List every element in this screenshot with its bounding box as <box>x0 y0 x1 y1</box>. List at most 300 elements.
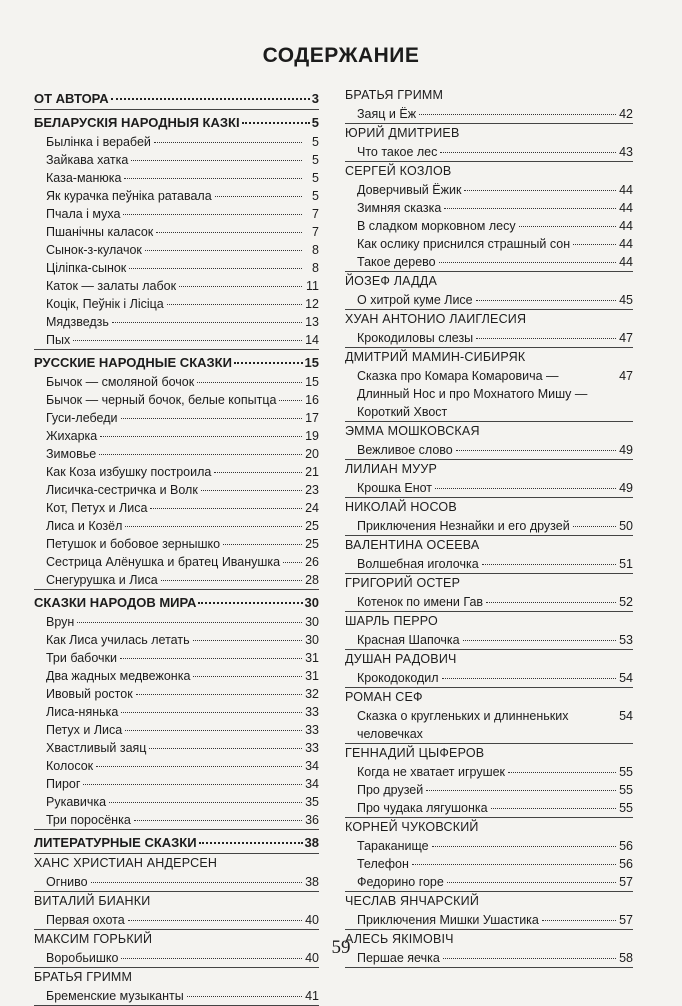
entry-page: 57 <box>619 875 633 889</box>
entry-page: 14 <box>305 333 319 347</box>
entry-title: Ціліпка-сынок <box>46 261 127 275</box>
leader-dots <box>444 208 616 209</box>
entry-title: Заяц и Ёж <box>357 107 417 121</box>
entry-title-line: Сказка о кругленьких и длинненьких <box>357 709 569 723</box>
entry-title: Пирог <box>46 777 81 791</box>
toc-entry[interactable] <box>357 181 633 199</box>
leader-dots <box>439 262 616 263</box>
leader-dots <box>542 920 616 921</box>
leader-dots <box>412 864 616 865</box>
toc-author-block <box>345 162 633 272</box>
entry-title: Мядзведзь <box>46 315 109 329</box>
entry-page: 34 <box>305 777 319 791</box>
entry-title: Врун <box>46 615 75 629</box>
leader-dots <box>198 602 302 604</box>
entry-page: 55 <box>619 783 633 797</box>
section-page: 3 <box>311 91 319 106</box>
entry-page: 54 <box>619 709 633 723</box>
author-name: КОРНЕЙ ЧУКОВСКИЙ <box>345 820 479 834</box>
leader-dots <box>91 882 302 883</box>
toc-entry[interactable] <box>357 253 633 271</box>
toc-entry[interactable] <box>357 105 633 123</box>
author-name: ВАЛЕНТИНА ОСЕЕВА <box>345 538 480 552</box>
entry-page: 19 <box>305 429 319 443</box>
leader-dots <box>100 436 302 437</box>
toc-section <box>34 110 319 350</box>
author-name: МАКСИМ ГОРЬКИЙ <box>34 932 153 946</box>
leader-dots <box>73 340 302 341</box>
toc-entry[interactable] <box>357 199 633 217</box>
entry-page: 45 <box>619 293 633 307</box>
entry-title: Пчала і муха <box>46 207 121 221</box>
entry-page: 16 <box>305 393 319 407</box>
entry-page: 20 <box>305 447 319 461</box>
toc-section <box>34 830 319 854</box>
toc-entry[interactable] <box>357 479 633 497</box>
entry-title: Ивовый росток <box>46 687 133 701</box>
toc-entry[interactable] <box>46 703 319 721</box>
toc-entry[interactable] <box>46 535 319 553</box>
leader-dots <box>214 472 302 473</box>
toc-entry[interactable] <box>357 763 633 781</box>
entry-page: 7 <box>312 225 319 239</box>
toc-left-column <box>34 86 319 1006</box>
toc-entry[interactable] <box>46 631 319 649</box>
section-title: СКАЗКИ НАРОДОВ МИРА <box>34 595 197 610</box>
toc-entry[interactable] <box>46 223 319 241</box>
author-name: ВИТАЛИЙ БИАНКИ <box>34 894 151 908</box>
toc-author-block <box>345 348 633 422</box>
entry-page: 13 <box>305 315 319 329</box>
entry-page: 38 <box>305 875 319 889</box>
toc-entry[interactable] <box>46 169 319 187</box>
entry-title: Рукавичка <box>46 795 107 809</box>
leader-dots <box>215 196 302 197</box>
entry-title-multiline <box>357 367 619 421</box>
leader-dots <box>486 602 616 603</box>
leader-dots <box>109 802 302 803</box>
entry-title: Петух и Лиса <box>46 723 123 737</box>
toc-entry[interactable] <box>46 499 319 517</box>
toc-section <box>34 86 319 110</box>
section-title: ЛИТЕРАТУРНЫЕ СКАЗКИ <box>34 835 197 850</box>
section-title: БЕЛАРУСКІЯ НАРОДНЫЯ КАЗКІ <box>34 115 240 130</box>
entry-title: Гуси-лебеди <box>46 411 118 425</box>
toc-entry[interactable] <box>46 987 319 1005</box>
entry-title: Когда не хватает игрушек <box>357 765 506 779</box>
toc-entry[interactable] <box>357 707 633 743</box>
entry-title: Телефон <box>357 857 409 871</box>
toc-entry[interactable] <box>357 441 633 459</box>
toc-author-block <box>34 892 319 930</box>
section-heading[interactable] <box>34 352 319 373</box>
toc-author-block <box>34 968 319 1006</box>
entry-title: Волшебная иголочка <box>357 557 479 571</box>
leader-dots <box>134 820 302 821</box>
toc-entry[interactable] <box>46 667 319 685</box>
author-name: РОМАН СЕФ <box>345 690 423 704</box>
entry-title: Такое дерево <box>357 255 436 269</box>
leader-dots <box>112 322 302 323</box>
entry-title: Лисичка-сестричка и Волк <box>46 483 198 497</box>
leader-dots <box>129 268 302 269</box>
author-name: ГЕННАДИЙ ЦЫФЕРОВ <box>345 746 485 760</box>
entry-page: 23 <box>305 483 319 497</box>
entry-title: Приключения Незнайки и его друзей <box>357 519 570 533</box>
leader-dots <box>447 882 616 883</box>
leader-dots <box>419 114 616 115</box>
entry-page: 21 <box>305 465 319 479</box>
author-name: ЛИЛИАН МУУР <box>345 462 438 476</box>
toc-entry[interactable] <box>46 259 319 277</box>
toc-entry[interactable] <box>46 793 319 811</box>
author-name: БРАТЬЯ ГРИММ <box>345 88 444 102</box>
entry-title: Пшанічны каласок <box>46 225 154 239</box>
toc-entry[interactable] <box>357 235 633 253</box>
section-heading[interactable] <box>34 592 319 613</box>
entry-title: Доверчивый Ёжик <box>357 183 462 197</box>
author-name: БРАТЬЯ ГРИММ <box>34 970 133 984</box>
author-name: ЧЕСЛАВ ЯНЧАРСКИЙ <box>345 894 480 908</box>
toc-entry[interactable] <box>46 373 319 391</box>
toc-entry[interactable] <box>357 669 633 687</box>
entry-title: Сестрица Алёнушка и братец Иванушка <box>46 555 281 569</box>
leader-dots <box>121 712 302 713</box>
page-title: СОДЕРЖАНИЕ <box>262 44 420 67</box>
entry-title: Коцік, Пеўнік і Лісіца <box>46 297 164 311</box>
entry-title: Как Коза избушку построила <box>46 465 212 479</box>
toc-entry[interactable] <box>46 313 319 331</box>
entry-title: Про чудака лягушонка <box>357 801 488 815</box>
toc-entry[interactable] <box>46 739 319 757</box>
entry-page: 58 <box>619 951 633 965</box>
toc-author-block <box>345 310 633 348</box>
leader-dots <box>432 846 616 847</box>
entry-page: 49 <box>619 481 633 495</box>
entry-page: 30 <box>305 633 319 647</box>
leader-dots <box>83 784 302 785</box>
entry-title: Былінка і верабей <box>46 135 151 149</box>
section-heading[interactable] <box>34 112 319 133</box>
leader-dots <box>123 214 302 215</box>
leader-dots <box>234 362 303 364</box>
leader-dots <box>193 676 302 677</box>
toc-author-block <box>345 650 633 688</box>
entry-page: 31 <box>305 669 319 683</box>
leader-dots <box>136 694 302 695</box>
leader-dots <box>149 748 302 749</box>
entry-page: 44 <box>619 237 633 251</box>
toc-entry[interactable] <box>46 445 319 463</box>
entry-title: Что такое лес <box>357 145 438 159</box>
entry-page: 32 <box>305 687 319 701</box>
leader-dots <box>96 766 302 767</box>
entry-page: 56 <box>619 857 633 871</box>
toc-author-block <box>345 612 633 650</box>
entry-title: Федорино горе <box>357 875 444 889</box>
leader-dots <box>573 244 616 245</box>
toc-entry[interactable] <box>46 757 319 775</box>
leader-dots <box>121 418 302 419</box>
toc-author-block <box>345 688 633 744</box>
entry-page: 11 <box>306 279 319 293</box>
toc-entry[interactable] <box>357 329 633 347</box>
leader-dots <box>476 300 616 301</box>
entry-page: 54 <box>619 671 633 685</box>
toc-entry[interactable] <box>357 855 633 873</box>
toc-author-block <box>345 744 633 818</box>
toc-section <box>34 590 319 830</box>
toc-entry[interactable] <box>46 205 319 223</box>
toc-entry[interactable] <box>46 553 319 571</box>
entry-title: Снегурушка и Лиса <box>46 573 158 587</box>
leader-dots <box>131 160 302 161</box>
entry-title: Крошка Енот <box>357 481 433 495</box>
toc-entry[interactable] <box>46 463 319 481</box>
toc-entry[interactable] <box>46 295 319 313</box>
section-heading[interactable] <box>34 88 319 109</box>
entry-title: Огниво <box>46 875 88 889</box>
entry-page: 33 <box>305 723 319 737</box>
leader-dots <box>508 772 616 773</box>
entry-page: 15 <box>305 375 319 389</box>
entry-title: Лиса-нянька <box>46 705 119 719</box>
toc-entry[interactable] <box>357 217 633 235</box>
toc-entry[interactable] <box>46 811 319 829</box>
toc-entry[interactable] <box>357 799 633 817</box>
entry-page: 47 <box>619 331 633 345</box>
toc-entry[interactable] <box>46 571 319 589</box>
entry-title: Бременские музыканты <box>46 989 184 1003</box>
entry-page: 44 <box>619 219 633 233</box>
page-number: 59 <box>331 937 351 958</box>
entry-title: Бычок — черный бочок, белые копытца <box>46 393 277 407</box>
toc-entry[interactable] <box>357 837 633 855</box>
toc-entry[interactable] <box>46 391 319 409</box>
entry-page: 34 <box>305 759 319 773</box>
entry-title: Кот, Петух и Лиса <box>46 501 148 515</box>
toc-entry[interactable] <box>46 517 319 535</box>
entry-page: 43 <box>619 145 633 159</box>
toc-entry[interactable] <box>46 331 319 349</box>
entry-title-line: человечках <box>357 727 423 741</box>
leader-dots <box>125 730 302 731</box>
entry-title-line: Длинный Нос и про Мохнатого Мишу — <box>357 387 588 401</box>
entry-page: 44 <box>619 255 633 269</box>
author-name: НИКОЛАЙ НОСОВ <box>345 500 457 514</box>
entry-page: 25 <box>305 519 319 533</box>
toc-entry[interactable] <box>357 593 633 611</box>
toc-entry[interactable] <box>357 143 633 161</box>
leader-dots <box>154 142 302 143</box>
leader-dots <box>476 338 616 339</box>
toc-entry[interactable] <box>46 649 319 667</box>
toc-author-block <box>345 498 633 536</box>
toc-entry[interactable] <box>46 775 319 793</box>
author-name: СЕРГЕЙ КОЗЛОВ <box>345 164 452 178</box>
entry-page: 5 <box>312 171 319 185</box>
toc-author-block <box>345 536 633 574</box>
entry-title: Первая охота <box>46 913 125 927</box>
entry-title: Крокодокодил <box>357 671 439 685</box>
leader-dots <box>482 564 616 565</box>
entry-title: Сынок-з-кулачок <box>46 243 142 257</box>
entry-page: 55 <box>619 801 633 815</box>
entry-title: Про друзей <box>357 783 424 797</box>
leader-dots <box>179 286 302 287</box>
entry-title: Зимовье <box>46 447 97 461</box>
entry-page: 42 <box>619 107 633 121</box>
entry-page: 40 <box>305 951 319 965</box>
author-name: ДУШАН РАДОВИЧ <box>345 652 457 666</box>
toc-entry[interactable] <box>46 911 319 929</box>
entry-page: 56 <box>619 839 633 853</box>
toc-entry[interactable] <box>357 781 633 799</box>
entry-page: 17 <box>305 411 319 425</box>
toc-entry[interactable] <box>46 613 319 631</box>
entry-page: 30 <box>305 615 319 629</box>
section-heading[interactable] <box>34 832 319 853</box>
entry-title: Вежливое слово <box>357 443 453 457</box>
entry-page: 47 <box>619 369 633 383</box>
entry-page: 25 <box>305 537 319 551</box>
entry-title: О хитрой куме Лисе <box>357 293 473 307</box>
author-name: ШАРЛЬ ПЕРРО <box>345 614 438 628</box>
entry-title: Как ослику приснился страшный сон <box>357 237 571 251</box>
entry-title: Як курачка пеўніка ратавала <box>46 189 212 203</box>
entry-page: 35 <box>305 795 319 809</box>
entry-page: 8 <box>312 261 319 275</box>
entry-title-line: Короткий Хвост <box>357 405 448 419</box>
toc-author-block <box>345 460 633 498</box>
entry-title: Лиса и Козёл <box>46 519 123 533</box>
leader-dots <box>223 544 302 545</box>
toc-entry[interactable] <box>357 631 633 649</box>
toc-entry[interactable] <box>46 277 319 295</box>
author-name: АЛЕСЬ ЯКІМОВІЧ <box>345 932 454 946</box>
entry-page: 49 <box>619 443 633 457</box>
leader-dots <box>201 490 302 491</box>
entry-title: Крокодиловы слезы <box>357 331 474 345</box>
toc-entry[interactable] <box>357 911 633 929</box>
author-name: ЙОЗЕФ ЛАДДА <box>345 274 437 288</box>
toc-entry[interactable] <box>357 555 633 573</box>
entry-page: 28 <box>305 573 319 587</box>
leader-dots <box>124 178 302 179</box>
toc-entry[interactable] <box>46 241 319 259</box>
toc-entry[interactable] <box>46 685 319 703</box>
toc-entry[interactable] <box>46 187 319 205</box>
author-name: ГРИГОРИЙ ОСТЕР <box>345 576 461 590</box>
entry-page: 5 <box>312 135 319 149</box>
leader-dots <box>279 400 302 401</box>
entry-title: Петушок и бобовое зернышко <box>46 537 221 551</box>
entry-title: Приключения Мишки Ушастика <box>357 913 539 927</box>
entry-title: Котенок по имени Гав <box>357 595 484 609</box>
toc-entry[interactable] <box>46 427 319 445</box>
author-name: ХАНС ХРИСТИАН АНДЕРСЕН <box>34 856 218 870</box>
leader-dots <box>435 488 616 489</box>
toc-entry[interactable] <box>357 291 633 309</box>
toc-author-block <box>345 272 633 310</box>
toc-entry[interactable] <box>46 481 319 499</box>
entry-title-multiline <box>357 707 619 743</box>
toc-author-block <box>345 818 633 892</box>
toc-entry[interactable] <box>357 517 633 535</box>
section-title: ОТ АВТОРА <box>34 91 109 106</box>
toc-author-block <box>345 422 633 460</box>
entry-page: 33 <box>305 741 319 755</box>
entry-page: 36 <box>305 813 319 827</box>
leader-dots <box>161 580 302 581</box>
section-page: 38 <box>304 835 319 850</box>
leader-dots <box>193 640 302 641</box>
leader-dots <box>463 640 616 641</box>
entry-page: 55 <box>619 765 633 779</box>
entry-title: В сладком морковном лесу <box>357 219 516 233</box>
entry-title: Першае яечка <box>357 951 440 965</box>
leader-dots <box>167 304 302 305</box>
toc-entry[interactable] <box>46 721 319 739</box>
toc-entry[interactable] <box>46 151 319 169</box>
section-page: 30 <box>304 595 319 610</box>
leader-dots <box>145 250 302 251</box>
toc-entry[interactable] <box>46 133 319 151</box>
leader-dots <box>242 122 310 124</box>
entry-page: 51 <box>619 557 633 571</box>
entry-title: Жихарка <box>46 429 98 443</box>
entry-page: 8 <box>312 243 319 257</box>
leader-dots <box>491 808 616 809</box>
toc-author-block <box>345 892 633 930</box>
toc-entry[interactable] <box>357 873 633 891</box>
toc-entry[interactable] <box>46 409 319 427</box>
entry-page: 40 <box>305 913 319 927</box>
section-page: 15 <box>304 355 319 370</box>
entry-title-line: Сказка про Комара Комаровича — <box>357 369 559 383</box>
entry-title: Как Лиса училась летать <box>46 633 190 647</box>
toc-entry[interactable] <box>46 873 319 891</box>
entry-page: 12 <box>305 297 319 311</box>
leader-dots <box>456 450 616 451</box>
leader-dots <box>156 232 302 233</box>
toc-author-block <box>345 86 633 124</box>
entry-page: 44 <box>619 201 633 215</box>
entry-title: Пых <box>46 333 71 347</box>
leader-dots <box>128 920 302 921</box>
section-title: РУССКИЕ НАРОДНЫЕ СКАЗКИ <box>34 355 232 370</box>
entry-page: 7 <box>312 207 319 221</box>
entry-page: 50 <box>619 519 633 533</box>
leader-dots <box>199 842 303 844</box>
entry-page: 26 <box>305 555 319 569</box>
entry-title: Три поросёнка <box>46 813 131 827</box>
leader-dots <box>77 622 302 623</box>
toc-entry[interactable] <box>357 367 633 421</box>
entry-title: Красная Шапочка <box>357 633 460 647</box>
leader-dots <box>426 790 616 791</box>
entry-title: Зимняя сказка <box>357 201 442 215</box>
toc-right-column <box>345 86 633 968</box>
toc-author-block <box>345 574 633 612</box>
entry-page: 53 <box>619 633 633 647</box>
leader-dots <box>197 382 302 383</box>
toc-section <box>34 350 319 590</box>
leader-dots <box>120 658 302 659</box>
leader-dots <box>440 152 616 153</box>
toc-author-block <box>345 124 633 162</box>
entry-title: Каток — залаты лабок <box>46 279 177 293</box>
